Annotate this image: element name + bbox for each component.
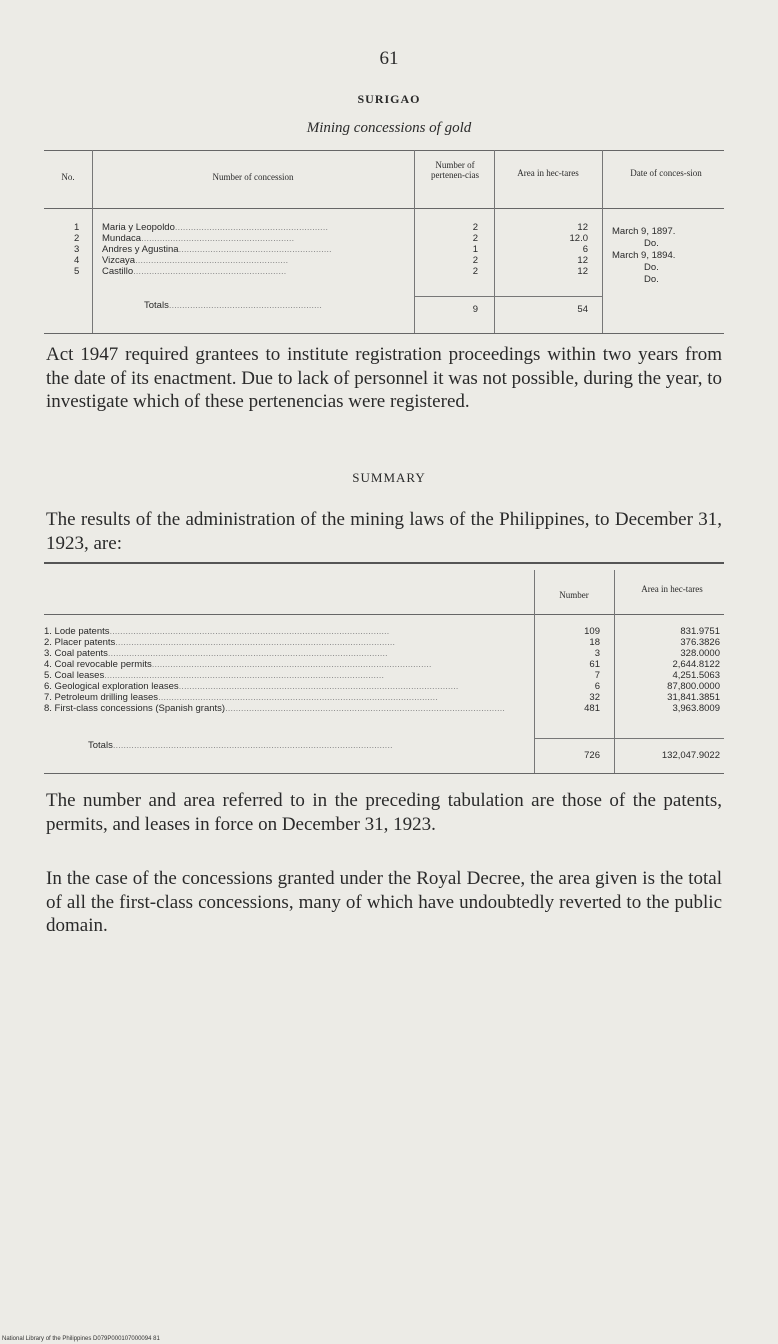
row-concession: Mundaca.......................................................... [102, 233, 295, 244]
row-number: 6 [594, 681, 600, 692]
row-concession: Vizcaya.......................................................... [102, 255, 289, 266]
column-divider [494, 150, 495, 333]
row-date: March 9, 1894. [612, 250, 676, 261]
row-label: 4. Coal revocable permits.......................................................................................................... [44, 659, 432, 670]
row-area: 87,800.0000 [667, 681, 720, 692]
row-area: 831.9751 [680, 626, 720, 637]
row-no: 2 [74, 233, 80, 244]
page-number: 61 [379, 48, 399, 69]
table-rule [44, 150, 724, 151]
table-rule [44, 773, 724, 774]
row-number: 109 [584, 626, 600, 637]
totals-pertenencias: 9 [472, 304, 478, 315]
row-area: 6 [582, 244, 588, 255]
row-no: 5 [74, 266, 80, 277]
row-number: 18 [589, 637, 600, 648]
row-label: 2. Placer patents.......................................................................................................... [44, 637, 396, 648]
totals-label: Totals.......................................................... [144, 300, 322, 311]
paragraph-results: The results of the administration of the mining laws of the Philippines, to December 31, 1923, are: [46, 509, 722, 554]
row-area: 12.0 [569, 233, 588, 244]
row-area: 12 [577, 266, 588, 277]
column-divider [534, 570, 535, 773]
table-rule [44, 614, 724, 615]
row-area: 3,963.8009 [672, 703, 720, 714]
row-area: 31,841.3851 [667, 692, 720, 703]
totals-rule [534, 738, 724, 739]
summary-table [44, 562, 724, 774]
section-subtitle: Mining concessions of gold [306, 120, 472, 136]
totals-area: 132,047.9022 [661, 750, 720, 761]
table-rule [44, 333, 724, 334]
summary-heading: SUMMARY [352, 470, 426, 485]
row-number: 61 [589, 659, 600, 670]
row-concession: Andres y Agustina.......................................................... [102, 244, 332, 255]
table-rule [44, 562, 724, 564]
totals-rule [414, 296, 602, 297]
totals-number: 726 [584, 750, 600, 761]
column-divider [602, 150, 603, 333]
row-label: 5. Coal leases.......................................................................................................... [44, 670, 384, 681]
header-concession: Number of concession [212, 172, 294, 182]
gold-concessions-table [44, 150, 724, 334]
paragraph-royal-decree: In the case of the concessions granted under the Royal Decree, the area given is the total of all the first-class concessions, many of which have undoubtedly reverted to the public domain. [46, 868, 722, 936]
totals-area: 54 [577, 304, 588, 315]
row-area: 12 [577, 255, 588, 266]
row-number: 481 [584, 703, 600, 714]
row-date: Do. [644, 238, 659, 249]
row-area: 328.0000 [680, 648, 720, 659]
row-no: 3 [74, 244, 80, 255]
column-divider [614, 570, 615, 773]
row-label: 1. Lode patents.......................................................................................................... [44, 626, 390, 637]
row-date: March 9, 1897. [612, 226, 676, 237]
section-title: SURIGAO [357, 92, 421, 106]
row-pertenencias: 1 [472, 244, 478, 255]
row-concession: Castillo.......................................................... [102, 266, 287, 277]
header-no: No. [61, 172, 75, 182]
header-area: Area in hec-tares [517, 168, 579, 178]
row-label: 7. Petroleum drilling leases.......................................................................................................... [44, 692, 438, 703]
row-area: 12 [577, 222, 588, 233]
row-area: 4,251.5063 [672, 670, 720, 681]
header-pertenencias: Number of pertenen-cias [431, 160, 479, 180]
row-number: 3 [594, 648, 600, 659]
row-area: 376.3826 [680, 637, 720, 648]
header-number: Number [559, 590, 589, 600]
totals-label: Totals.......................................................................................................... [88, 740, 393, 751]
row-area: 2,644.8122 [672, 659, 720, 670]
row-date: Do. [644, 262, 659, 273]
row-label: 8. First-class concessions (Spanish grants).......................................................................................................... [44, 703, 505, 714]
row-pertenencias: 2 [472, 255, 478, 266]
header-area: Area in hec-tares [641, 584, 703, 594]
library-footer: National Library of the Philippines D079P000107000094 81 [2, 1336, 160, 1342]
row-concession: Maria y Leopoldo.......................................................... [102, 222, 328, 233]
row-label: 3. Coal patents.......................................................................................................... [44, 648, 388, 659]
row-date: Do. [644, 274, 659, 285]
paragraph-tabulation-note: The number and area referred to in the preceding tabulation are those of the patents, permits, and leases in force on December 31, 1923. [46, 790, 722, 835]
paragraph-registration: Act 1947 required grantees to institute registration proceedings within two years from the date of its enactment. Due to lack of personnel it was not possible, during the year, to investigate which of these pertenencias were registered. [46, 344, 722, 412]
row-number: 7 [594, 670, 600, 681]
row-pertenencias: 2 [472, 222, 478, 233]
row-no: 1 [74, 222, 80, 233]
row-number: 32 [589, 692, 600, 703]
row-no: 4 [74, 255, 80, 266]
table-rule [44, 208, 724, 209]
row-pertenencias: 2 [472, 266, 478, 277]
row-pertenencias: 2 [472, 233, 478, 244]
row-label: 6. Geological exploration leases.......................................................................................................... [44, 681, 459, 692]
column-divider [414, 150, 415, 333]
header-date: Date of conces-sion [630, 168, 702, 178]
